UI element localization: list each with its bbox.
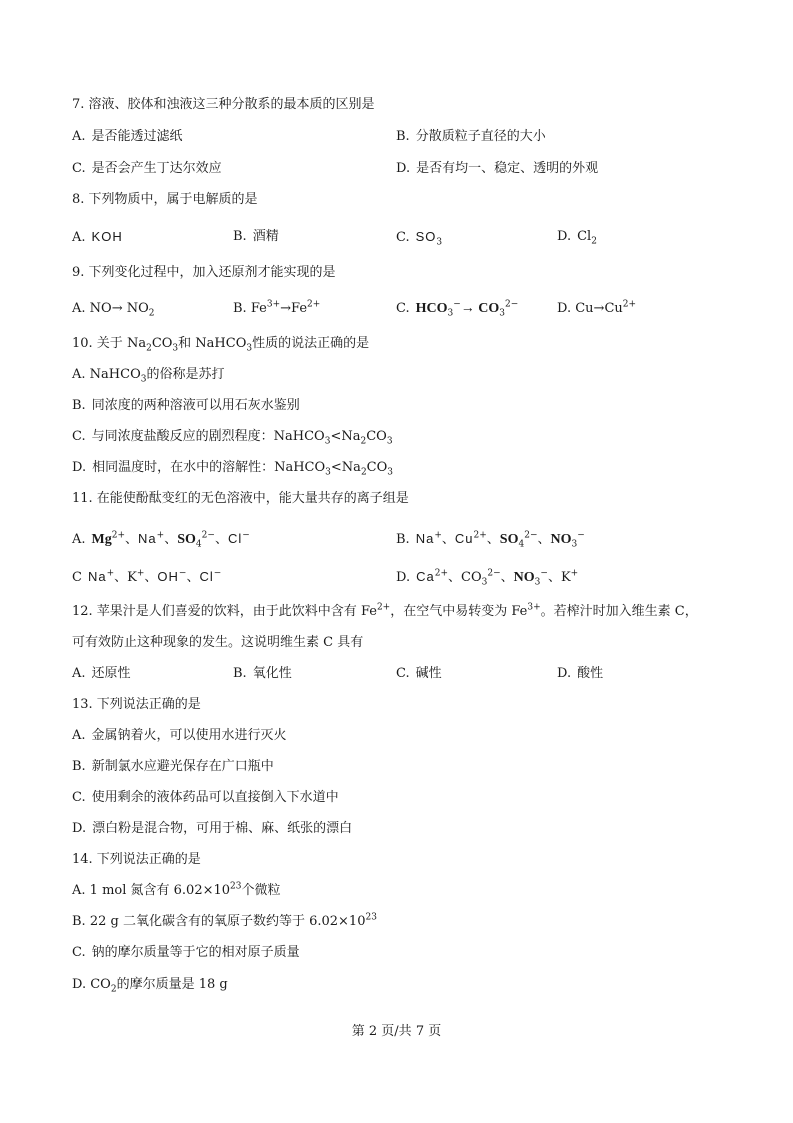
q9-option-d: D. $Cu\to Cu^{2+}$ <box>557 299 637 316</box>
q12-stem-line1: 12. 苹果汁是人们喜爱的饮料，由于此饮料中含有 $Fe^{2+}$，在空气中易转变为 $Fe^{3+}$。若榨汁时加入维生素 C， <box>72 602 698 619</box>
q12-option-c: C. 碱性 <box>396 666 442 681</box>
q9-option-c: C. $HCO_3^-\to CO_3^{2-}$ <box>396 299 519 319</box>
q8-stem: 8. 下列物质中，属于电解质的是 <box>72 192 258 207</box>
q8-option-a: A. KOH <box>72 229 123 245</box>
q10-option-d: D. 相同温度时，在水中的溶解性：$NaHCO_3<Na_2CO_3$ <box>72 460 394 478</box>
q13-option-c: C. 使用剩余的液体药品可以直接倒入下水道中 <box>72 790 339 805</box>
q10-option-b: B. 同浓度的两种溶液可以用石灰水鉴别 <box>72 398 300 413</box>
q14-option-a: A. 1 mol 氮含有 $6.02\times 10^{23}$个微粒 <box>72 881 281 898</box>
q12-option-b: B. 氧化性 <box>233 666 292 681</box>
q7-option-a: A. 是否能透过滤纸 <box>72 129 183 144</box>
q7-option-b: B. 分散质粒子直径的大小 <box>396 129 546 144</box>
q14-option-c: C. 钠的摩尔质量等于它的相对原子质量 <box>72 945 300 960</box>
q11-option-c: C Na+、K+、OH−、Cl− <box>72 568 222 585</box>
q11-stem: 11. 在能使酚酞变红的无色溶液中，能大量共存的离子组是 <box>72 491 409 506</box>
q13-option-d: D. 漂白粉是混合物，可用于棉、麻、纸张的漂白 <box>72 821 353 836</box>
q8-option-d: D. $Cl_2$ <box>557 229 597 247</box>
q8-option-c: C. $SO_3$ <box>396 229 443 248</box>
q10-option-a: A. NaHCO$_3$的俗称是苏打 <box>72 367 225 385</box>
q14-option-b: B. 22 g 二氧化碳含有的氧原子数约等于 $6.02\times 10^{23}$ <box>72 912 377 929</box>
q7-stem: 7. 溶液、胶体和浊液这三种分散系的最本质的区别是 <box>72 97 375 112</box>
q7-option-d: D. 是否有均一、稳定、透明的外观 <box>396 161 599 176</box>
q9-option-a: A. $NO\to NO_2$ <box>72 301 155 319</box>
q9-stem: 9. 下列变化过程中，加入还原剂才能实现的是 <box>72 265 336 280</box>
q11-option-d: D. $Ca^{2+}$、$CO_3^{2-}$、$NO_3^-$、K+ <box>396 568 579 588</box>
q14-option-d: D. $CO_2$的摩尔质量是 18 g <box>72 977 228 995</box>
q11-option-a: A. $Mg^{2+}$、Na+、$SO_4^{2-}$、Cl− <box>72 530 250 550</box>
q10-stem: 10. 关于 $Na_2CO_3$和 NaHCO$_3$性质的说法正确的是 <box>72 336 370 354</box>
q12-option-a: A. 还原性 <box>72 666 131 681</box>
q8-option-b: B. 酒精 <box>233 229 279 244</box>
q10-option-c: C. 与同浓度盐酸反应的剧烈程度：$NaHCO_3<Na_2CO_3$ <box>72 429 393 447</box>
q14-stem: 14. 下列说法正确的是 <box>72 852 201 867</box>
q13-option-b: B. 新制氯水应避光保存在广口瓶中 <box>72 759 274 774</box>
q13-option-a: A. 金属钠着火，可以使用水进行灭火 <box>72 728 287 743</box>
q9-option-b: B. $Fe^{3+}\to Fe^{2+}$ <box>233 299 321 316</box>
q12-option-d: D. 酸性 <box>557 666 604 681</box>
page-footer: 第 2 页/共 7 页 <box>351 1024 442 1039</box>
q7-option-c: C. 是否会产生丁达尔效应 <box>72 161 222 176</box>
q13-stem: 13. 下列说法正确的是 <box>72 697 201 712</box>
q12-stem-line2: 可有效防止这种现象的发生。这说明维生素 C 具有 <box>72 635 364 650</box>
q11-option-b: B. Na+、$Cu^{2+}$、$SO_4^{2-}$、$NO_3^-$ <box>396 530 585 550</box>
